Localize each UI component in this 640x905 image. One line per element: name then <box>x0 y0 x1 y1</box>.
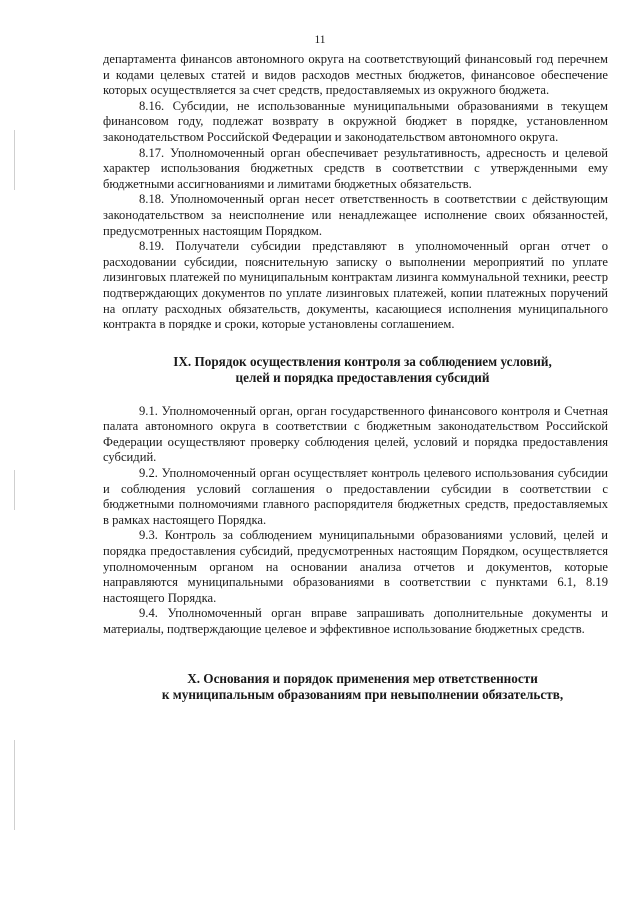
paragraph-9-2: 9.2. Уполномоченный орган осуществляет контроль целевого использования субсидии и соблюдения условий соглашения о предоставлении субсидии в соответствии с бюджетными полномочиями главного распорядителя бюджетных средств, предоставляемых в рамках настоящего Порядка. <box>103 466 608 527</box>
section-9-heading-line-1: IX. Порядок осуществления контроля за соблюдением условий, <box>173 353 552 369</box>
spacer <box>103 387 608 404</box>
paragraph-9-4: 9.4. Уполномоченный орган вправе запрашивать дополнительные документы и материалы, подтверждающие целевое и эффективное использование бюджетных средств. <box>103 606 608 636</box>
section-10-heading-line-1: X. Основания и порядок применения мер ответственности <box>187 670 538 686</box>
paragraph-8-16: 8.16. Субсидии, не использованные муниципальными образованиями в текущем финансовом году, подлежат возврату в окружной бюджет в порядке, установленном законодательством Российской Федерации и законодательством автономного округа. <box>103 98 608 144</box>
spacer <box>103 333 608 354</box>
document-body <box>103 52 608 704</box>
section-10-heading-line-2: к муниципальным образованиям при невыполнении обязательств, <box>161 687 564 703</box>
page-number: 11 <box>314 34 326 46</box>
section-9-heading-line-2: целей и порядка предоставления субсидий <box>235 370 490 386</box>
paragraph-8-19: 8.19. Получатели субсидии представляют в уполномоченный орган отчет о расходовании субсидии, пояснительную записку о выполнении мероприятий по уплате лизинговых платежей по муниципальным контрактам лизинга коммунальной техники, реестр подтверждающих документов по уплате лизинговых платежей, копии платежных поручений на оплату расходных обязательств, документы, касающиеся исполнения муниципального контракта в порядке и сроки, которые установлены соглашением. <box>103 239 608 332</box>
paragraph-8-18: 8.18. Уполномоченный орган несет ответственность в соответствии с действующим законодательством за неисполнение или ненадлежащее исполнение своих обязанностей, предусмотренных настоящим Порядком. <box>103 192 608 238</box>
scan-edge-mark <box>14 130 15 190</box>
spacer <box>103 638 608 671</box>
paragraph-8-17: 8.17. Уполномоченный орган обеспечивает результативность, адресность и целевой характер использования бюджетных средств в соответствии с утвержденными ему бюджетными ассигнованиями и лимитами бюджетных обязательств. <box>103 145 608 191</box>
scan-edge-mark <box>14 470 15 510</box>
scan-edge-mark <box>14 740 15 830</box>
paragraph-8-15-continuation: департамента финансов автономного округа на соответствующий финансовый год перечнем и кодами целевых статей и видов расходов местных бюджетов, финансовое обеспечение которых осуществляется за счет средств, предоставляемых из окружного бюджета. <box>103 52 608 98</box>
section-9-heading <box>103 354 608 387</box>
section-10-heading <box>103 671 608 704</box>
paragraph-9-3: 9.3. Контроль за соблюдением муниципальными образованиями условий, целей и порядка предоставления субсидий, предусмотренных настоящим Порядком, осуществляется уполномоченным органом на основании анализа отчетов и документов, которые направляются муниципальными образованиями в соответствии с пунктами 6.1, 8.19 настоящего Порядка. <box>103 528 608 605</box>
paragraph-9-1: 9.1. Уполномоченный орган, орган государственного финансового контроля и Счетная палата автономного округа в соответствии с бюджетным законодательством Российской Федерации осуществляют проверку соблюдения целей, условий и порядка предоставления субсидий. <box>103 403 608 465</box>
